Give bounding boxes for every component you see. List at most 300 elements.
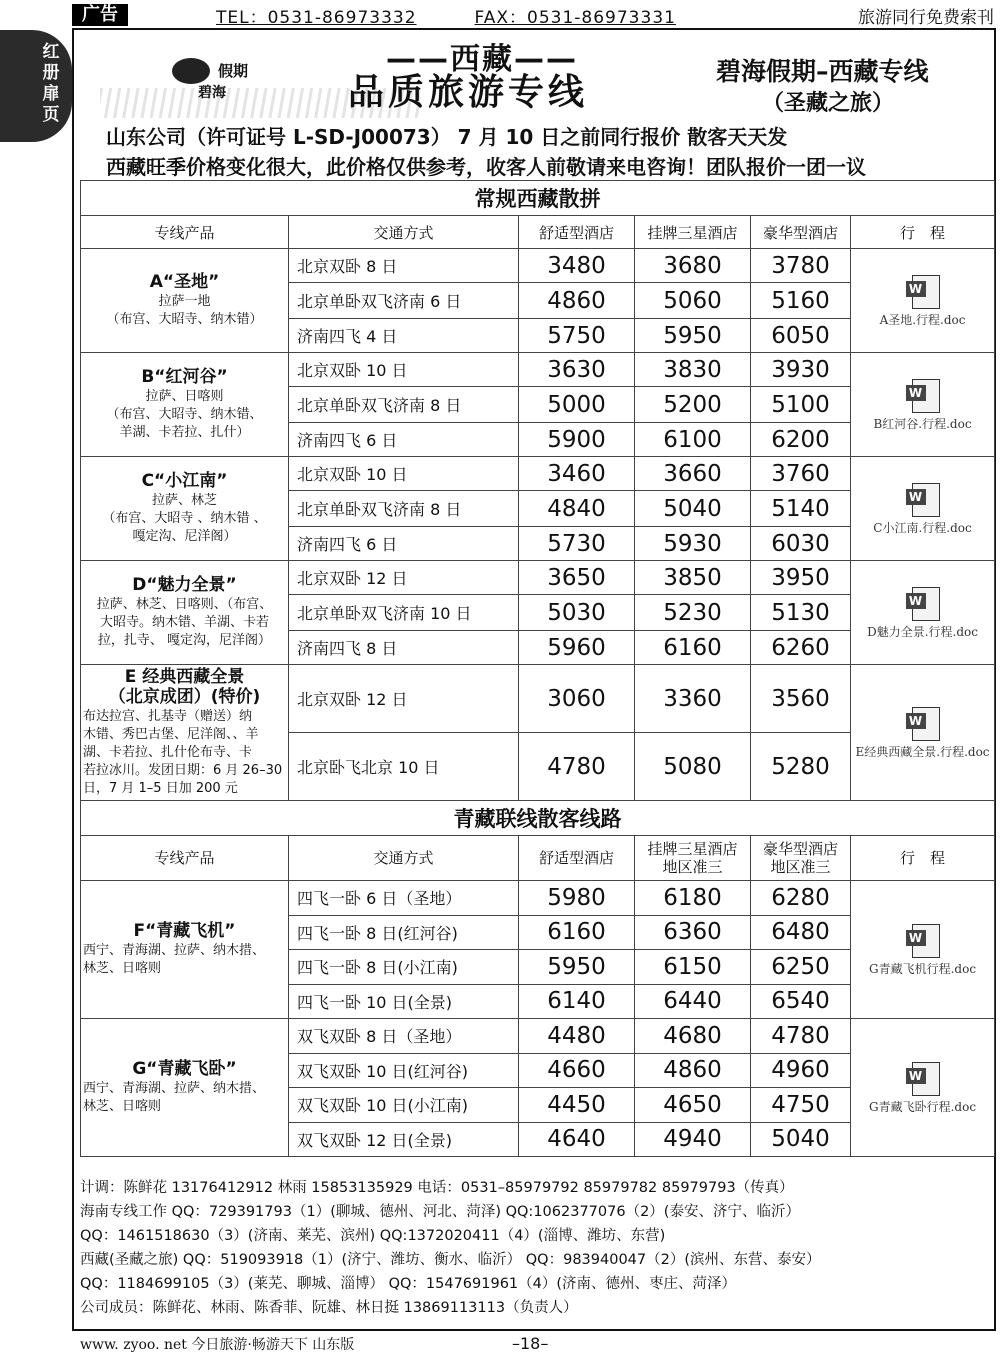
word-doc-icon[interactable]	[906, 587, 940, 621]
price-cell	[751, 665, 851, 733]
tel-number: TEL：0531-86973332	[216, 7, 417, 28]
price-cell	[751, 527, 851, 561]
word-letter: W	[906, 713, 926, 729]
cell-text: 5980	[547, 884, 606, 911]
product-cell	[81, 353, 289, 457]
price-cell	[519, 881, 635, 916]
price-cell	[635, 1088, 751, 1123]
cell-text: 6360	[663, 919, 722, 946]
cell-text: 济南四飞 4 日	[297, 327, 398, 346]
transport-cell	[289, 249, 519, 283]
table-row	[81, 249, 995, 283]
price-cell	[519, 1122, 635, 1157]
price-cell	[519, 319, 635, 353]
product-desc: 布达拉宫、扎基寺（赠送）纳	[83, 708, 253, 724]
contact-line: 西藏(圣藏之旅) QQ：519093918（1）(济宁、潍坊、衡水、临沂） QQ：983940047（2）(滨州、东营、泰安）	[80, 1252, 821, 1268]
doc-filename[interactable]: E经典西藏全景.行程.doc	[855, 744, 990, 759]
price-cell	[635, 1019, 751, 1054]
cell-text: 北京单卧双飞济南 10 日	[297, 604, 472, 623]
cell-text: 5900	[547, 426, 606, 453]
price-cell	[635, 595, 751, 631]
price-cell	[751, 561, 851, 595]
cell-text: 四飞一卧 8 日(小江南)	[297, 958, 458, 978]
cell-text: 行 程	[900, 849, 946, 867]
page-number: –18–	[512, 1334, 549, 1353]
cell-text: 交通方式	[373, 223, 434, 242]
column-header	[635, 836, 751, 881]
word-doc-icon[interactable]	[906, 275, 940, 309]
price-cell	[519, 283, 635, 319]
cell-text: 3480	[547, 252, 606, 279]
fax-number: FAX：0531-86973331	[474, 7, 676, 28]
cell-text: 3780	[771, 252, 830, 279]
price-cell	[751, 249, 851, 283]
price-cell	[519, 665, 635, 733]
cell-text: 3850	[663, 564, 722, 591]
cell-text: 双飞双卧 8 日（圣地）	[297, 1027, 462, 1047]
cell-text: 3680	[663, 252, 722, 279]
price-cell	[635, 1053, 751, 1088]
cell-text: 常规西藏散拼	[474, 187, 601, 211]
price-cell	[635, 387, 751, 423]
cell-text: 5140	[771, 495, 830, 522]
cell-text: 6200	[771, 426, 830, 453]
transport-cell	[289, 423, 519, 457]
product-cell	[81, 665, 289, 801]
transport-cell	[289, 491, 519, 527]
cell-text: 北京卧飞北京 10 日	[297, 758, 440, 777]
cell-text: 5960	[547, 634, 606, 661]
cell-text: 双飞双卧 12 日(全景)	[297, 1130, 453, 1150]
right-title-2: （圣藏之旅）	[762, 91, 895, 116]
transport-cell	[289, 283, 519, 319]
cell-text: 交通方式	[373, 849, 434, 867]
transport-cell	[289, 1019, 519, 1054]
transport-cell	[289, 733, 519, 801]
cell-text: 5040	[663, 495, 722, 522]
cell-text: 北京单卧双飞济南 6 日	[297, 292, 462, 311]
price-cell	[635, 665, 751, 733]
cell-text: 3830	[663, 356, 722, 383]
price-cell	[751, 984, 851, 1019]
word-letter: W	[906, 489, 926, 505]
title-line-1: ——西藏——	[386, 42, 578, 77]
column-header	[751, 836, 851, 881]
cell-text: 6100	[663, 426, 722, 453]
cell-text: 双飞双卧 10 日(红河谷)	[297, 1061, 469, 1081]
cell-text: 6540	[771, 988, 830, 1015]
product-desc: 林芝、日喀则	[83, 1098, 162, 1114]
column-header	[81, 836, 289, 881]
logo-text-a: 假期	[218, 62, 249, 80]
cell-text: 双飞双卧 10 日(小江南)	[297, 1096, 469, 1116]
price-cell	[635, 631, 751, 665]
cell-text: 4780	[771, 1022, 830, 1049]
top-bar	[72, 4, 1000, 26]
cell-text: 舒适型酒店	[538, 223, 614, 242]
price-cell	[751, 1053, 851, 1088]
column-header	[635, 216, 751, 249]
word-doc-icon[interactable]	[906, 707, 940, 741]
column-header	[751, 216, 851, 249]
section-title-row	[81, 181, 995, 216]
doc-filename[interactable]: G青藏飞卧行程.doc	[869, 1099, 977, 1114]
price-cell	[519, 249, 635, 283]
product-desc: 拉萨一地	[158, 293, 211, 309]
transport-cell	[289, 387, 519, 423]
transport-cell	[289, 915, 519, 950]
price-cell	[635, 423, 751, 457]
transport-cell	[289, 457, 519, 491]
cell-text: 6250	[771, 953, 830, 980]
cell-text: 5730	[547, 530, 606, 557]
itinerary-cell	[851, 665, 995, 801]
price-cell	[751, 1122, 851, 1157]
cell-text: 北京双卧 10 日	[297, 361, 408, 380]
index-label: 旅游同行免费索刊	[858, 7, 994, 28]
product-desc: 拉萨、林芝、日喀则、（布宫、	[96, 596, 273, 612]
product-name: F“青藏飞机”	[133, 920, 236, 941]
price-cell	[519, 984, 635, 1019]
product-desc: 大昭寺。纳木错、羊湖、卡若	[99, 614, 269, 630]
cell-text: 6480	[771, 919, 830, 946]
product-cell	[81, 561, 289, 665]
section-title	[81, 801, 995, 836]
cell-text: 北京单卧双飞济南 8 日	[297, 500, 462, 519]
product-desc: 西宁、青海湖、拉萨、纳木措、	[83, 942, 266, 958]
price-cell	[751, 387, 851, 423]
itinerary-cell	[851, 881, 995, 1019]
ad-label: 广告	[72, 4, 128, 26]
cell-text: 济南四飞 6 日	[297, 535, 398, 554]
price-cell	[519, 353, 635, 387]
doc-filename[interactable]: A圣地.行程.doc	[879, 312, 966, 327]
product-desc: 羊湖、卡若拉、扎什）	[119, 424, 250, 440]
cell-text: 地区准三	[770, 858, 831, 876]
price-cell	[751, 595, 851, 631]
table-row	[81, 881, 995, 916]
cell-text: 青藏联线散客线路	[453, 807, 622, 831]
product-desc: 木错、秀巴古堡、尼洋阁、、羊	[83, 726, 259, 742]
product-desc: 拉萨、林芝	[151, 492, 217, 508]
cell-text: 6150	[663, 953, 722, 980]
price-cell	[751, 631, 851, 665]
price-cell	[519, 527, 635, 561]
price-cell	[519, 1019, 635, 1054]
cell-text: 豪华型酒店	[762, 840, 838, 858]
title-line-2: 品质旅游专线	[348, 72, 589, 113]
cell-text: 4780	[547, 753, 606, 780]
transport-cell	[289, 631, 519, 665]
cell-text: 5000	[547, 391, 606, 418]
product-cell	[81, 881, 289, 1019]
word-doc-icon[interactable]	[906, 379, 940, 413]
price-cell	[519, 561, 635, 595]
transport-cell	[289, 950, 519, 985]
product-desc: 湖、卡若拉、扎什伦布寺、卡	[83, 744, 253, 760]
cell-text: 5080	[663, 753, 722, 780]
doc-filename[interactable]: D魅力全景.行程.doc	[867, 624, 978, 639]
cell-text: 3360	[663, 685, 722, 712]
product-name: D“魅力全景”	[132, 574, 237, 595]
product-cell	[81, 249, 289, 353]
transport-cell	[289, 1088, 519, 1123]
cell-text: 4480	[547, 1022, 606, 1049]
cell-text: 4940	[663, 1126, 722, 1153]
cell-text: 北京双卧 10 日	[297, 465, 408, 484]
cell-text: 北京双卧 8 日	[297, 257, 398, 276]
cell-text: 3660	[663, 460, 722, 487]
price-cell	[519, 915, 635, 950]
cell-text: 4660	[547, 1057, 606, 1084]
price-cell	[751, 457, 851, 491]
cell-text: 5040	[771, 1126, 830, 1153]
price-table	[80, 180, 995, 1157]
word-doc-icon[interactable]	[906, 483, 940, 517]
transport-cell	[289, 595, 519, 631]
price-cell	[635, 950, 751, 985]
price-cell	[635, 527, 751, 561]
cell-text: 6160	[547, 919, 606, 946]
product-desc: 日，7 月 1–5 日加 200 元	[83, 780, 238, 796]
contact-line: QQ：1461518630（3）(济南、莱芜、滨州) QQ:1372020411（4）(淄博、潍坊、东营)	[80, 1228, 666, 1244]
cell-text: 北京双卧 12 日	[297, 569, 408, 588]
cell-text: 挂牌三星酒店	[647, 223, 738, 242]
price-cell	[519, 595, 635, 631]
price-cell	[751, 353, 851, 387]
cell-text: 4860	[547, 287, 606, 314]
word-doc-icon[interactable]	[906, 1062, 940, 1096]
price-cell	[751, 1088, 851, 1123]
price-cell	[519, 631, 635, 665]
cell-text: 地区准三	[662, 858, 723, 876]
cell-text: 3950	[771, 564, 830, 591]
product-desc: 林芝、日喀则	[83, 960, 162, 976]
cell-text: 6440	[663, 988, 722, 1015]
doc-filename[interactable]: G青藏飞机行程.doc	[869, 961, 977, 976]
table-row	[81, 665, 995, 733]
column-header	[851, 216, 995, 249]
price-cell	[519, 1053, 635, 1088]
product-desc: 拉，扎寺、 嘎定沟，尼洋阁）	[97, 632, 272, 648]
product-desc: 西宁、青海湖、拉萨、纳木措、	[83, 1080, 266, 1096]
price-cell	[751, 319, 851, 353]
column-header	[519, 836, 635, 881]
price-cell	[635, 319, 751, 353]
cell-text: 四飞一卧 10 日(全景)	[297, 992, 453, 1012]
table-row	[81, 457, 995, 491]
cell-text: 4860	[663, 1057, 722, 1084]
cell-text: 5060	[663, 287, 722, 314]
itinerary-cell	[851, 457, 995, 561]
product-cell	[81, 457, 289, 561]
cell-text: 3060	[547, 685, 606, 712]
table-row	[81, 561, 995, 595]
cell-text: 专线产品	[154, 223, 215, 242]
section-title	[81, 181, 995, 216]
contact-line: 海南专线工作 QQ：729391793（1）(聊城、德州、河北、菏泽) QQ:1062377076（2）(泰安、济宁、临沂）	[80, 1204, 800, 1220]
header-row	[81, 836, 995, 881]
price-cell	[635, 491, 751, 527]
cell-text: 3760	[771, 460, 830, 487]
transport-cell	[289, 1122, 519, 1157]
column-header	[519, 216, 635, 249]
transport-cell	[289, 353, 519, 387]
right-title-1: 碧海假期–西藏专线	[716, 57, 929, 86]
price-cell	[519, 950, 635, 985]
product-name: E 经典西藏全景	[124, 666, 245, 687]
cell-text: 专线产品	[154, 849, 215, 867]
cell-text: 5200	[663, 391, 722, 418]
price-cell	[519, 387, 635, 423]
cell-text: 5950	[663, 322, 722, 349]
product-name: B“红河谷”	[141, 366, 228, 387]
price-cell	[519, 491, 635, 527]
price-cell	[635, 915, 751, 950]
info-line-2: 西藏旺季价格变化很大，此价格仅供参考，收客人前敬请来电咨询！团队报价一团一议	[106, 155, 866, 179]
cell-text: 北京单卧双飞济南 8 日	[297, 396, 462, 415]
cell-text: 5950	[547, 953, 606, 980]
cell-text: 舒适型酒店	[538, 849, 614, 867]
cell-text: 4650	[663, 1091, 722, 1118]
transport-cell	[289, 984, 519, 1019]
cell-text: 5280	[771, 753, 830, 780]
cell-text: 3630	[547, 356, 606, 383]
cell-text: 5750	[547, 322, 606, 349]
cell-text: 4960	[771, 1057, 830, 1084]
column-header	[81, 216, 289, 249]
cell-text: 6160	[663, 634, 722, 661]
product-subname: （北京成团）(特价)	[108, 686, 261, 707]
cell-text: 5160	[771, 287, 830, 314]
price-cell	[519, 733, 635, 801]
price-cell	[635, 881, 751, 916]
product-name: A“圣地”	[149, 271, 220, 292]
cell-text: 4750	[771, 1091, 830, 1118]
cell-text: 6050	[771, 322, 830, 349]
transport-cell	[289, 319, 519, 353]
cell-text: 四飞一卧 6 日（圣地）	[297, 889, 462, 909]
cell-text: 6280	[771, 884, 830, 911]
doc-filename[interactable]: C小江南.行程.doc	[873, 520, 972, 535]
logo-text-b: 碧海	[198, 85, 226, 101]
price-cell	[635, 249, 751, 283]
product-name: C“小江南”	[141, 470, 228, 491]
price-cell	[635, 984, 751, 1019]
cell-text: 3930	[771, 356, 830, 383]
contact-info	[80, 1176, 994, 1320]
price-cell	[751, 950, 851, 985]
itinerary-cell	[851, 249, 995, 353]
table-row	[81, 353, 995, 387]
price-cell	[751, 915, 851, 950]
footer-site: www. zyoo. net 今日旅游·畅游天下 山东版	[80, 1337, 355, 1353]
cell-text: 4640	[547, 1126, 606, 1153]
word-letter: W	[906, 1068, 926, 1084]
price-cell	[519, 423, 635, 457]
word-letter: W	[906, 281, 926, 297]
transport-cell	[289, 561, 519, 595]
product-desc: 若拉冰川。发团日期：6 月 26–30	[83, 762, 283, 778]
word-letter: W	[906, 593, 926, 609]
product-cell	[81, 1019, 289, 1157]
cell-text: 北京双卧 12 日	[297, 690, 408, 709]
cell-text: 5030	[547, 599, 606, 626]
cell-text: 5230	[663, 599, 722, 626]
cell-text: 济南四飞 6 日	[297, 431, 398, 450]
cell-text: 挂牌三星酒店	[647, 840, 738, 858]
price-cell	[751, 283, 851, 319]
word-letter: W	[906, 385, 926, 401]
cell-text: 6140	[547, 988, 606, 1015]
company-logo	[100, 48, 320, 118]
cell-text: 3560	[771, 685, 830, 712]
price-cell	[635, 733, 751, 801]
word-doc-icon[interactable]	[906, 924, 940, 958]
cell-text: 5130	[771, 599, 830, 626]
product-desc: （布宫、大昭寺、纳木错、	[106, 406, 263, 422]
cell-text: 行 程	[900, 223, 946, 242]
price-cell	[519, 1088, 635, 1123]
side-tab-text: 红册扉页	[42, 42, 60, 125]
header-row	[81, 216, 995, 249]
cell-text: 5930	[663, 530, 722, 557]
itinerary-cell	[851, 353, 995, 457]
column-header	[851, 836, 995, 881]
transport-cell	[289, 881, 519, 916]
contact-line: 公司成员：陈鲜花、林雨、陈香菲、阮雄、林日挺 13869113113（负责人）	[80, 1300, 578, 1316]
cell-text: 4840	[547, 495, 606, 522]
cell-text: 3460	[547, 460, 606, 487]
price-cell	[751, 491, 851, 527]
price-cell	[751, 733, 851, 801]
product-desc: 拉萨、日喀则	[145, 388, 224, 404]
cell-text: 6030	[771, 530, 830, 557]
price-cell	[635, 283, 751, 319]
cell-text: 济南四飞 8 日	[297, 639, 398, 658]
contact-line: 计调：陈鲜花 13176412912 林雨 15853135929 电话：0531–85979792 85979782 85979793（传真）	[80, 1180, 794, 1196]
transport-cell	[289, 527, 519, 561]
price-cell	[519, 457, 635, 491]
doc-filename[interactable]: B红河谷.行程.doc	[873, 416, 972, 431]
info-line-1: 山东公司（许可证号 L-SD-J00073） 7 月 10 日之前同行报价 散客天天发	[106, 125, 788, 149]
itinerary-cell	[851, 1019, 995, 1157]
column-header	[289, 216, 519, 249]
price-cell	[751, 1019, 851, 1054]
cell-text: 4450	[547, 1091, 606, 1118]
product-desc: 嘎定沟、尼洋阁）	[132, 528, 237, 544]
price-cell	[635, 561, 751, 595]
cell-text: 四飞一卧 8 日(红河谷)	[297, 923, 458, 943]
cell-text: 6180	[663, 884, 722, 911]
price-cell	[635, 457, 751, 491]
product-name: G“青藏飞卧”	[132, 1058, 237, 1079]
table-row	[81, 1019, 995, 1054]
word-letter: W	[906, 930, 926, 946]
sun-icon	[172, 58, 210, 84]
transport-cell	[289, 1053, 519, 1088]
section-title-row	[81, 801, 995, 836]
cell-text: 3650	[547, 564, 606, 591]
price-cell	[635, 353, 751, 387]
price-cell	[635, 1122, 751, 1157]
product-desc: （布宫、大昭寺 、纳木错 、	[102, 510, 267, 526]
itinerary-cell	[851, 561, 995, 665]
price-cell	[751, 881, 851, 916]
product-desc: （布宫、大昭寺、纳木错）	[106, 311, 263, 327]
contact-line: QQ：1184699105（3）(莱芜、聊城、淄博） QQ：1547691961（4）(济南、德州、枣庄、菏泽）	[80, 1276, 737, 1292]
column-header	[289, 836, 519, 881]
